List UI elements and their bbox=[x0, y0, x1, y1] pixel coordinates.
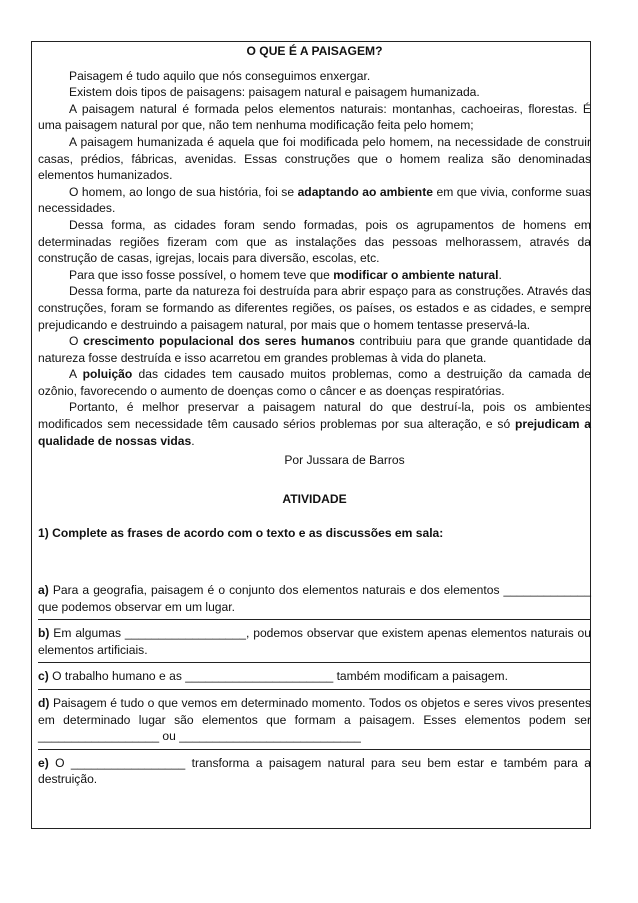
paragraph: A paisagem natural é formada pelos elementos naturais: montanhas, cachoeiras, florestas. É uma paisagem natural por que, não tem nenhuma modificação feita pelo homem; bbox=[38, 101, 591, 133]
activity-title: ATIVIDADE bbox=[282, 491, 347, 506]
paragraph-text: Para que isso fosse possível, o homem teve que bbox=[69, 267, 334, 282]
paragraph-text: Portanto, é melhor preservar a paisagem natural do que destruí-la, pois os ambientes modificados sem necessidade têm causado sérios problemas por sua alteração, e só bbox=[38, 400, 591, 432]
document-title: O QUE É A PAISAGEM? bbox=[246, 44, 383, 58]
paragraph-text: em que vivia, conforme suas necessidades. bbox=[38, 184, 591, 216]
paragraph-text: . bbox=[191, 433, 195, 448]
paragraph-text: contribuiu para que grande quantidade da natureza fosse destruída e isso acarretou em grandes problemas à vida do planeta. bbox=[38, 334, 591, 365]
paragraph bbox=[38, 184, 591, 217]
paragraph bbox=[38, 399, 591, 449]
bold-term: crescimento populacional dos seres humanos bbox=[83, 334, 355, 349]
document-body bbox=[38, 43, 591, 797]
paragraph bbox=[38, 366, 591, 399]
paragraph bbox=[38, 333, 591, 366]
paragraph-text: das cidades tem causado muitos problemas, como a destruição da camada de ozônio, favorecendo o aumento de doenças como o câncer e as doenças respiratórias. bbox=[38, 367, 591, 398]
question-list bbox=[38, 582, 591, 792]
bold-term: modificar o ambiente natural bbox=[333, 267, 499, 282]
paragraph-text: A bbox=[69, 367, 83, 382]
question-text: Para a geografia, paisagem é o conjunto dos elementos naturais e dos elementos _____________ que podemos observar em um lugar. bbox=[38, 583, 591, 614]
activity-instruction: 1) Complete as frases de acordo com o texto e as discussões em sala: bbox=[38, 526, 444, 541]
question-label: a) bbox=[38, 583, 49, 598]
paragraph: Existem dois tipos de paisagens: paisagem natural e paisagem humanizada. bbox=[69, 85, 480, 100]
question-c bbox=[38, 668, 591, 690]
question-text: O trabalho humano e as ______________________ também modificam a paisagem. bbox=[48, 669, 508, 684]
question-e bbox=[38, 755, 591, 792]
paragraph-text: . bbox=[498, 267, 502, 282]
question-a bbox=[38, 582, 591, 620]
paragraph: Dessa forma, as cidades foram sendo formadas, pois os agrupamentos de homens em determinadas regiões fizeram com que as instalações das pessoas melhorassem, através da construção de casas, igrejas, locais para diversão, escolas, etc. bbox=[38, 217, 591, 266]
question-label: e) bbox=[38, 755, 49, 770]
bold-term: poluição bbox=[82, 367, 133, 382]
paragraph: Dessa forma, parte da natureza foi destruída para abrir espaço para as construções. Através das construções, foram se formando as diferentes regiões, os países, os estados e as cidades, e sempre prejudicando e destruindo a paisagem natural, por mais que o homem tentasse preservá-la. bbox=[38, 284, 591, 332]
question-text: O _________________ transforma a paisagem natural para seu bem estar e também para a destruição. bbox=[38, 755, 591, 787]
paragraph-text: O bbox=[69, 334, 84, 349]
paragraph: Paisagem é tudo aquilo que nós conseguimos enxergar. bbox=[69, 68, 371, 83]
bold-term: prejudicam a qualidade de nossas vidas bbox=[38, 417, 592, 448]
question-b bbox=[38, 625, 591, 663]
bold-term: adaptando ao ambiente bbox=[297, 184, 433, 199]
paragraph bbox=[38, 267, 591, 284]
question-label: c) bbox=[38, 669, 49, 684]
question-label: b) bbox=[38, 626, 50, 641]
question-text: Em algumas __________________, podemos observar que existem apenas elementos naturais ou elementos artificiais. bbox=[38, 626, 591, 657]
question-text: Paisagem é tudo o que vemos em determinado momento. Todos os objetos e seres vivos presentes em determinado lugar são elementos que formam a paisagem. Esses elementos podem ser __________________ ou ___________________________ bbox=[38, 696, 591, 744]
paragraph-text: O homem, ao longo de sua história, foi se bbox=[69, 184, 298, 199]
paragraph: A paisagem humanizada é aquela que foi modificada pelo homem, na necessidade de construir casas, prédios, fábricas, avenidas. Essas construções que o homem realiza são denominadas elementos humanizados. bbox=[38, 134, 591, 183]
question-label: d) bbox=[38, 696, 50, 710]
question-d bbox=[38, 695, 591, 750]
author-credit: Por Jussara de Barros bbox=[284, 453, 405, 468]
